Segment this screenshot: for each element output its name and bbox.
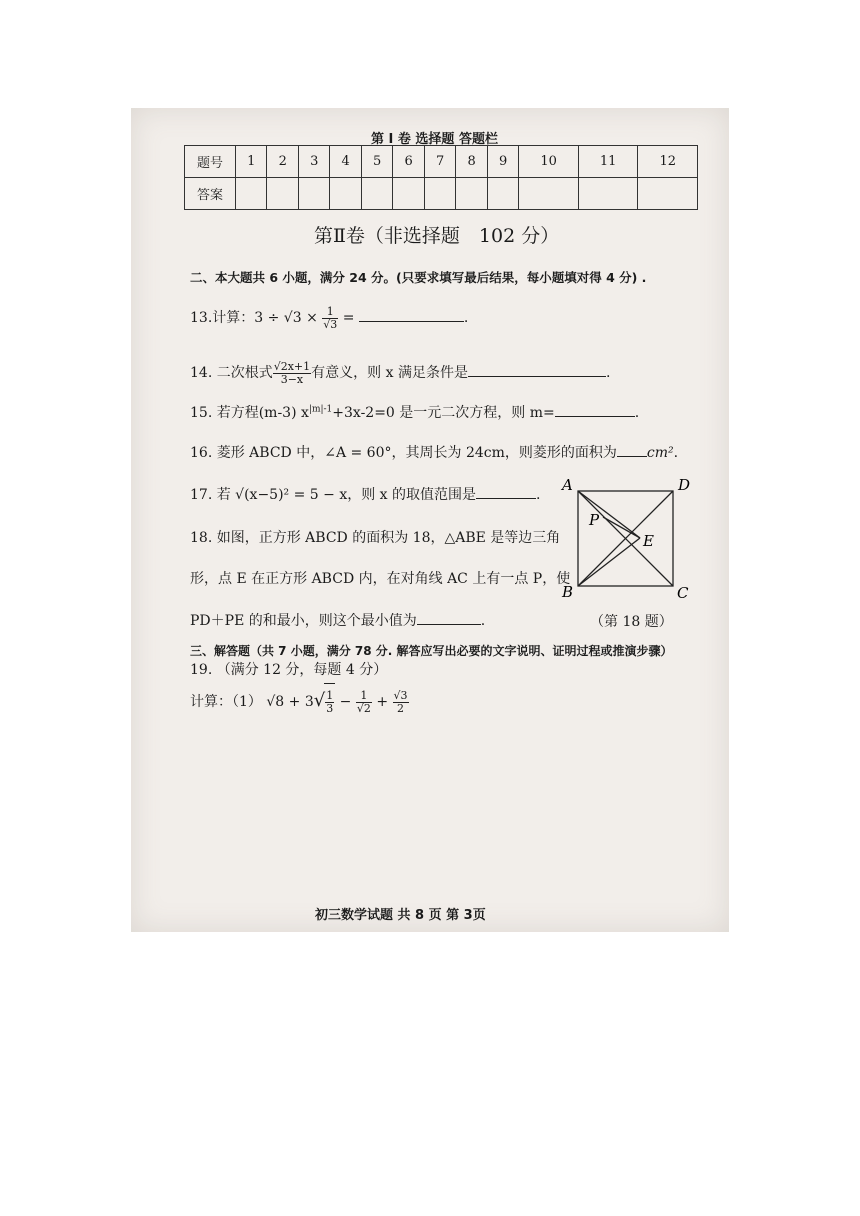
q13-frac-den: √3 <box>323 317 338 331</box>
cell-number: 4 <box>330 146 361 178</box>
question-19-1: 计算：（1） √8 + 3√ $\frac{1}{3}$ − $\frac{1}{√2}$ + $\frac{√3}{2}$ <box>190 683 409 720</box>
answer-cell[interactable] <box>519 178 579 210</box>
answer-bar-title: 第 I 卷 选择题 答题栏 <box>371 132 498 147</box>
question-18-line2: 形，点 E 在正方形 ABCD 内，在对角线 AC 上有一点 P，使 <box>190 571 571 587</box>
q17-text: 17. 若 √(x−5)² = 5 − x，则 x 的取值范围是 <box>190 487 477 503</box>
q16-unit: cm² <box>646 445 674 461</box>
cell-number: 8 <box>456 146 487 178</box>
q19-minus: − <box>335 694 356 710</box>
exam-page <box>131 108 729 932</box>
q13-equals: = <box>338 310 359 326</box>
cell-number: 7 <box>424 146 455 178</box>
q15-pre: 15. 若方程(m-3) x <box>190 405 309 421</box>
q18-line3-text: PD＋PE 的和最小，则这个最小值为 <box>190 613 417 629</box>
answer-cell[interactable] <box>236 178 267 210</box>
q19-title: 19. （满分 12 分，每题 4 分） <box>190 662 388 678</box>
q16-text: 16. 菱形 ABCD 中，∠A = 60°，其周长为 24cm，则菱形的面积为 <box>190 445 617 461</box>
cell-number: 3 <box>298 146 329 178</box>
answer-cell[interactable] <box>361 178 392 210</box>
cell-number: 11 <box>578 146 638 178</box>
cell-number: 12 <box>638 146 698 178</box>
q19-frac2-num: 1 <box>356 690 372 703</box>
question-16: 16. 菱形 ABCD 中，∠A = 60°，其周长为 24cm，则菱形的面积为 cm². <box>190 445 679 461</box>
q14-post: 有意义，则 x 满足条件是 <box>311 365 468 381</box>
cell-number: 2 <box>267 146 298 178</box>
cell-number: 1 <box>236 146 267 178</box>
q15-post: +3x-2=0 是一元二次方程，则 m= <box>332 405 555 421</box>
answer-table-number-row <box>185 146 698 178</box>
answer-table <box>184 145 698 210</box>
answer-cell[interactable] <box>424 178 455 210</box>
question-18-line1: 18. 如图，正方形 ABCD 的面积为 18，△ABE 是等边三角 <box>190 530 561 546</box>
answer-table-answer-row <box>185 178 698 210</box>
cell-number: 9 <box>487 146 518 178</box>
q14-answer-blank[interactable] <box>468 376 606 377</box>
q13-expr: 3 ÷ √3 × <box>254 310 323 326</box>
label-p: P <box>589 511 600 529</box>
section3-heading: 三、解答题（共 7 小题，满分 78 分. 解答应写出必要的文字说明、证明过程或推演步骤） <box>190 644 673 658</box>
q19-frac2 <box>356 690 372 715</box>
q19-frac3-num: √3 <box>393 688 408 702</box>
q17-answer-blank[interactable] <box>476 498 536 499</box>
q13-frac-num: 1 <box>322 306 338 319</box>
q14-frac-num: √2x+1 <box>273 359 311 373</box>
q19-frac1-num: 1 <box>326 688 334 702</box>
q19-frac3 <box>393 690 409 715</box>
q19-frac1 <box>325 690 334 715</box>
q19-term1: √8 + 3 <box>266 694 314 710</box>
label-e: E <box>643 532 654 550</box>
question-13: 13.计算：3 ÷ √3 × $\frac{1}{√3}$ = . <box>190 304 469 331</box>
section2-heading: 二、本大题共 6 小题，满分 24 分。(只要求填写最后结果，每小题填对得 4 分) . <box>190 270 647 285</box>
label-a: A <box>562 476 573 494</box>
q14-fraction <box>273 361 311 386</box>
q19-frac1-den: 3 <box>326 701 334 715</box>
answer-cell[interactable] <box>330 178 361 210</box>
answer-cell[interactable] <box>393 178 424 210</box>
q19-frac2-den: √2 <box>356 701 371 715</box>
part2-title: 第Ⅱ卷（非选择题 102 分） <box>314 225 560 247</box>
answer-cell[interactable] <box>267 178 298 210</box>
cell-number: 6 <box>393 146 424 178</box>
q14-pre: 14. 二次根式 <box>190 365 273 381</box>
q16-answer-blank[interactable] <box>617 456 647 457</box>
page-footer: 初三数学试题 共 8 页 第 3页 <box>315 908 486 923</box>
square-figure <box>559 473 699 603</box>
label-d: D <box>678 476 691 494</box>
answer-cell[interactable] <box>298 178 329 210</box>
label-b: B <box>562 583 574 601</box>
row-label-answer: 答案 <box>185 178 236 210</box>
q15-answer-blank[interactable] <box>555 416 635 417</box>
q19-plus: + <box>371 694 393 710</box>
q13-answer-blank[interactable] <box>359 321 464 322</box>
q14-frac-den: 3−x <box>280 372 304 386</box>
figure-caption: （第 18 题） <box>590 614 673 630</box>
answer-cell[interactable] <box>578 178 638 210</box>
label-c: C <box>677 584 689 602</box>
q13-fraction <box>322 306 338 331</box>
question-14: 14. 二次根式 $\frac{√2x+1}{3-x}$ 有意义，则 x 满足条件是 . <box>190 359 611 386</box>
row-label-number: 题号 <box>185 146 236 178</box>
q13-number: 13.计算： <box>190 310 255 326</box>
answer-cell[interactable] <box>487 178 518 210</box>
question-18-line3: PD＋PE 的和最小，则这个最小值为 . <box>190 613 486 629</box>
segment-be <box>578 538 640 586</box>
q15-exponent: |m|-1 <box>308 404 333 415</box>
segment-ae <box>578 491 640 538</box>
answer-cell[interactable] <box>638 178 698 210</box>
q19-frac3-den: 2 <box>397 701 405 715</box>
cell-number: 10 <box>519 146 579 178</box>
question-15: 15. 若方程(m-3) $x^{|m|-1}+3x-2=0$ 是一元二次方程，则 m= . <box>190 404 640 421</box>
question-17: 17. 若 √(x−5)² = 5 − x，则 x 的取值范围是 . <box>190 487 541 503</box>
answer-cell[interactable] <box>456 178 487 210</box>
cell-number: 5 <box>361 146 392 178</box>
q18-answer-blank[interactable] <box>417 624 481 625</box>
q19-label: 计算：（1） <box>190 694 262 710</box>
